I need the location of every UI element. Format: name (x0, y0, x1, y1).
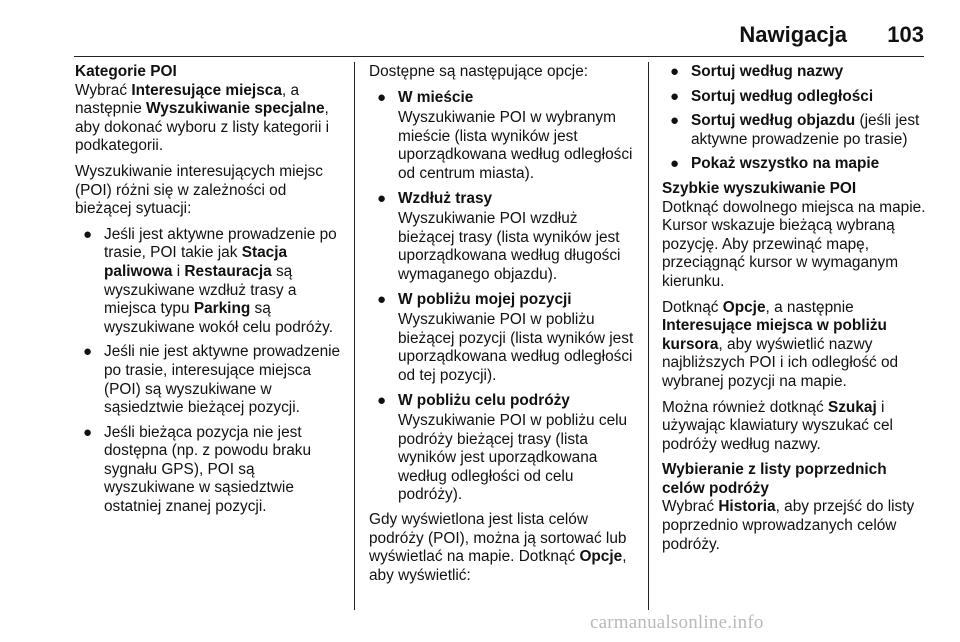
bold-term: Sortuj według nazwy (691, 63, 844, 80)
paragraph (662, 299, 930, 392)
bullet-icon: ● (377, 290, 387, 308)
bullet-icon: ● (377, 189, 387, 207)
option-description: Wyszukiwanie POI w wybranym mieście (lista wyników jest uporządkowana według odległości od centrum miasta). (398, 109, 633, 182)
option-description: Wyszukiwanie POI wzdłuż bieżącej trasy (lista wyników jest uporządkowana według długości wymaganego objazdu). (398, 210, 621, 283)
bold-term: Interesujące miejsca (131, 81, 282, 99)
bullet-icon: ● (83, 225, 93, 243)
text: Jeśli bieżąca pozycja nie jest dostępna (np. z powodu braku sygnału GPS), POI są wyszukiwane w sąsiedztwie ostatniej znanej pozycji. (104, 423, 312, 516)
list-item (662, 155, 930, 174)
column-divider (648, 62, 649, 610)
paragraph (662, 399, 930, 455)
list-item (662, 88, 930, 107)
text: Wybrać (662, 498, 719, 516)
text: Jeśli nie jest aktywne prowadzenie po trasie, interesujące miejsca (POI) są wyszukiwane w sąsiedztwie bieżącej pozycji. (104, 343, 341, 417)
bullet-icon: ● (670, 155, 680, 173)
bullet-icon: ● (83, 423, 93, 441)
text: są wyszukiwane wokół celu podróży. (104, 300, 333, 336)
page-number: 103 (887, 22, 924, 47)
bold-term: Sortuj według odległości (691, 87, 874, 105)
bullet-icon: ● (670, 112, 680, 130)
paragraph (662, 498, 930, 554)
list-item (369, 291, 637, 386)
option-title: W pobliżu mojej pozycji (398, 290, 572, 308)
bullet-icon: ● (670, 63, 680, 80)
bullet-icon: ● (377, 88, 387, 106)
list-item (369, 190, 637, 285)
bold-term: Stacja paliwowa (104, 244, 288, 280)
section-heading-poi-categories: Kategorie POI (75, 63, 177, 80)
text: , a następnie (75, 81, 300, 118)
column-divider (354, 62, 355, 610)
section-heading-history: Wybieranie z listy poprzednich celów podróży (662, 461, 887, 497)
list-item (75, 226, 343, 338)
list-item (75, 424, 343, 517)
section-heading-quick-search: Szybkie wyszukiwanie POI (662, 179, 857, 197)
bold-term: Pokaż wszystko na mapie (691, 155, 880, 173)
bullet-list (369, 89, 637, 505)
text: (jeśli jest aktywne prowadzenie po trasie) (691, 112, 920, 148)
bold-term: Opcje (579, 548, 623, 566)
column-3 (662, 63, 930, 561)
text: , aby wyświetlić: (369, 548, 627, 584)
text: i (172, 262, 185, 280)
bullet-icon: ● (670, 87, 680, 105)
bold-term: Szukaj (827, 398, 877, 416)
list-item (75, 343, 343, 417)
text: , a następnie (765, 298, 854, 316)
page-title: Nawigacja (739, 22, 847, 47)
header-divider (74, 56, 924, 57)
list-item (662, 63, 930, 82)
watermark: carmanualsonline.info (590, 612, 764, 633)
text: , aby wyświetlić nazwy najbliższych POI i ich odległość od wybranej pozycji na mapie. (662, 335, 899, 390)
paragraph (369, 511, 637, 585)
option-description: Wyszukiwanie POI w pobliżu bieżącej pozycji (lista wyników jest uporządkowana według odległości od tej pozycji). (398, 311, 634, 384)
option-title: W pobliżu celu podróży (398, 391, 570, 409)
list-item (662, 112, 930, 149)
paragraph: Dotknąć dowolnego miejsca na mapie. Kursor wskazuje bieżącą wybraną pozycję. Aby przewinąć mapę, przeciągnąć kursor w wymaganym kierunku. (662, 198, 926, 290)
bold-term: Interesujące miejsca w pobliżu kursora (662, 317, 887, 353)
text: Można również dotknąć (662, 398, 828, 416)
paragraph: Wyszukiwanie interesujących miejsc (POI) różni się w zależności od bieżącej sytuacji: (75, 162, 323, 218)
option-description: Wyszukiwanie POI w pobliżu celu podróży bieżącej trasy (lista wyników jest uporządkowana według odległości od celu podróży). (398, 412, 628, 504)
text: są wyszukiwane wzdłuż trasy a miejsca typu (104, 262, 297, 318)
text: , aby dokonać wyboru z listy kategorii i podkategorii. (75, 100, 330, 155)
text: Dotknąć (662, 298, 723, 316)
text: i używając klawiatury wyszukać cel podróży według nazwy. (662, 398, 893, 453)
text: Gdy wyświetlona jest lista celów podróży (POI), można ją sortować lub wyświetlać na mapie. Dotknąć (369, 511, 627, 566)
option-title: Wzdłuż trasy (398, 189, 493, 207)
bold-term: Opcje (722, 298, 766, 316)
option-title: W mieście (398, 88, 474, 106)
paragraph: Dostępne są następujące opcje: (369, 63, 589, 80)
text: Wybrać (75, 81, 132, 99)
list-item (369, 392, 637, 506)
page-header (0, 0, 960, 56)
bold-term: Restauracja (184, 262, 272, 280)
bold-term: Wyszukiwanie specjalne (146, 100, 325, 118)
bullet-icon: ● (377, 391, 387, 409)
list-item (369, 89, 637, 184)
bold-term: Parking (193, 300, 251, 318)
text: , aby przejść do listy poprzednio wprowadzanych celów podróży. (662, 498, 915, 553)
bold-term: Sortuj według objazdu (691, 112, 856, 130)
column-2 (369, 63, 637, 592)
bullet-list (75, 226, 343, 517)
paragraph (75, 82, 343, 156)
bold-term: Historia (718, 498, 776, 516)
bullet-list (662, 63, 930, 174)
column-1 (75, 63, 343, 523)
text: Jeśli jest aktywne prowadzenie po trasie, POI takie jak (104, 225, 337, 262)
bullet-icon: ● (83, 343, 93, 361)
